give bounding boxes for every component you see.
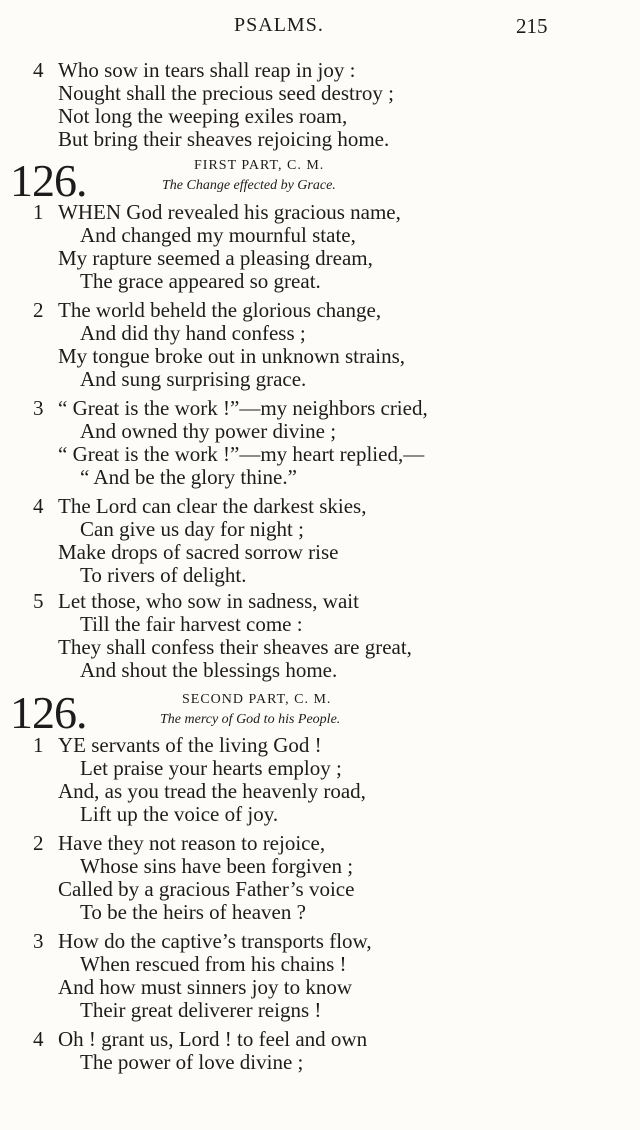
verse-line: Called by a gracious Father’s voice <box>58 877 355 901</box>
hymn-subtitle: The Change effected by Grace. <box>162 178 336 193</box>
hymn-number: 126. <box>10 155 87 206</box>
stanza-number: 3 <box>33 929 44 953</box>
verse-line: When rescued from his chains ! <box>80 952 347 976</box>
verse-line: The Lord can clear the darkest skies, <box>58 494 367 518</box>
verse-line: Whose sins have been forgiven ; <box>80 854 354 878</box>
verse-line: YE servants of the living God ! <box>58 733 322 757</box>
verse-line: They shall confess their sheaves are great, <box>58 635 412 659</box>
verse-line: Let praise your hearts employ ; <box>80 756 342 780</box>
stanza-number: 4 <box>33 58 44 82</box>
verse-line: To rivers of delight. <box>80 563 247 587</box>
hymn-part: SECOND PART, C. M. <box>182 692 332 707</box>
page-header <box>0 12 640 46</box>
verse-line: Who sow in tears shall reap in joy : <box>58 58 356 82</box>
stanza-number: 2 <box>33 831 44 855</box>
verse-line: But bring their sheaves rejoicing home. <box>58 127 390 151</box>
stanza-number: 4 <box>33 1027 44 1051</box>
verse-line: Till the fair harvest come : <box>80 612 303 636</box>
verse-line: “ Great is the work !”—my neighbors cried, <box>58 396 428 420</box>
stanza-number: 5 <box>33 589 44 613</box>
verse-line: How do the captive’s transports flow, <box>58 929 372 953</box>
verse-line: And changed my mournful state, <box>80 223 356 247</box>
verse-line: Make drops of sacred sorrow rise <box>58 540 339 564</box>
running-title: PSALMS. <box>234 14 324 36</box>
verse-line: To be the heirs of heaven ? <box>80 900 306 924</box>
stanza-number: 4 <box>33 494 44 518</box>
verse-line: And owned thy power divine ; <box>80 419 337 443</box>
verse-line: Can give us day for night ; <box>80 517 304 541</box>
verse-line: And shout the blessings home. <box>80 658 338 682</box>
verse-line: And did thy hand confess ; <box>80 321 306 345</box>
stanza-number: 1 <box>33 200 44 224</box>
verse-line: “ And be the glory thine.” <box>80 465 297 489</box>
verse-line: Nought shall the precious seed destroy ; <box>58 81 394 105</box>
hymn-number: 126. <box>10 687 87 738</box>
verse-line: “ Great is the work !”—my heart replied,— <box>58 442 425 466</box>
verse-line: Lift up the voice of joy. <box>80 802 279 826</box>
verse-line: My rapture seemed a pleasing dream, <box>58 246 373 270</box>
verse-line: WHEN God revealed his gracious name, <box>58 200 401 224</box>
verse-line: Let those, who sow in sadness, wait <box>58 589 359 613</box>
verse-line: The world beheld the glorious change, <box>58 298 382 322</box>
hymn-subtitle: The mercy of God to his People. <box>160 712 341 727</box>
verse-line: Have they not reason to rejoice, <box>58 831 326 855</box>
verse-line: The grace appeared so great. <box>80 269 321 293</box>
hymn-part: FIRST PART, C. M. <box>194 158 325 173</box>
verse-line: And, as you tread the heavenly road, <box>58 779 366 803</box>
verse-line: Not long the weeping exiles roam, <box>58 104 348 128</box>
stanza-number: 2 <box>33 298 44 322</box>
verse-line: Their great deliverer reigns ! <box>80 998 322 1022</box>
verse-line: The power of love divine ; <box>80 1050 304 1074</box>
stanza-number: 3 <box>33 396 44 420</box>
verse-line: And sung surprising grace. <box>80 367 307 391</box>
page-number: 215 <box>516 14 548 38</box>
verse-line: And how must sinners joy to know <box>58 975 352 999</box>
verse-line: Oh ! grant us, Lord ! to feel and own <box>58 1027 368 1051</box>
verse-line: My tongue broke out in unknown strains, <box>58 344 406 368</box>
stanza-number: 1 <box>33 733 44 757</box>
